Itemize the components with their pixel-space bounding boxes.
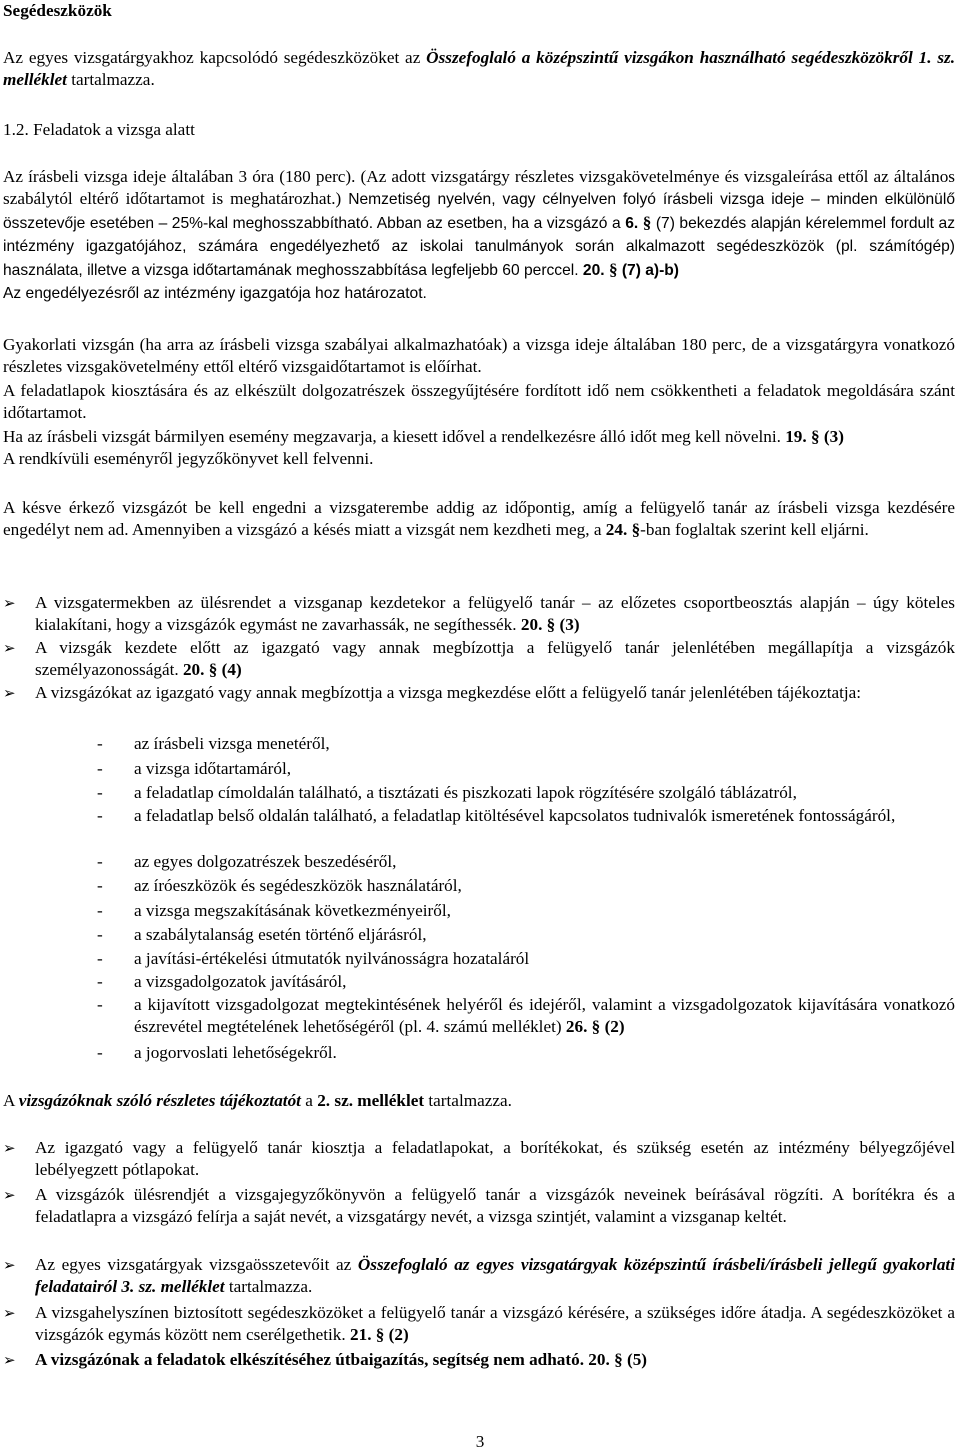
exam-time-paragraph: Az írásbeli vizsga ideje általában 3 óra (180 perc). (Az adott vizsgatárgy részletes vizsgakövetelménye és vizsgaleírása ettől az általános szabálytól eltérő időtartamot is meghatározhat.) Nemzetiség nyelvén, vagy célnyelven folyó írásbeli vizsga ideje – minden elkülönülő összetevője esetében – 25%-kal meghosszabbítható. Abban az esetben, ha a vizsgázó a 6. § (7) bekezdés alapján kérelemmel fordult az intézmény igazgatójához, számára engedélyezhető az iskolai tanulmányok során alkalmazott segédeszközök (pl. számítógép) használata, illetve a vizsga időtartamának meghosszabbítása legfeljebb 60 perccel. 20. § (7) a)-b) Az engedélyezésről az intézmény igazgatója hoz határozatot.: [3, 167, 955, 303]
list-item: - a vizsga időtartamáról,: [97, 759, 292, 778]
list-item: - a vizsgadolgozatok javításáról,: [97, 972, 347, 991]
disturbance-paragraph: Ha az írásbeli vizsgát bármilyen esemény megzavarja, a kiesett idővel a rendelkezésre álló időt meg kell növelni. 19. § (3) A rendkívüli eseményről jegyzőkönyvet kell felvenni.: [3, 427, 844, 469]
subheading: 1.2. Feladatok a vizsga alatt: [3, 120, 195, 139]
arrow-bullet-icon: ➢: [3, 1351, 16, 1369]
bullet-item: ➢ A vizsgák kezdete előtt az igazgató vagy annak megbízottja a felügyelő tanár jelenlétében megállapítja a vizsgázók személyazonosságát. 20. § (4): [3, 638, 955, 680]
list-item: - a vizsga megszakításának következményeiről,: [97, 901, 451, 920]
late-arrival-paragraph: A késve érkező vizsgázót be kell engedni a vizsgaterembe addig az időpontig, amíg a felügyelő tanár az írásbeli vizsga kezdésére engedélyt nem ad. Amennyiben a vizsgázó a késés miatt a vizsgát nem kezdheti meg, a 24. §-ban foglaltak szerint kell eljárni.: [3, 498, 955, 540]
arrow-bullet-icon: ➢: [3, 639, 16, 657]
arrow-bullet-icon: ➢: [3, 1304, 16, 1322]
distribution-paragraph: A feladatlapok kiosztására és az elkészült dolgozatrészek összegyűjtésére fordított idő nem csökkentheti a feladatok megoldására szánt időtartamot.: [3, 381, 955, 423]
bullet-item: ➢ A vizsgatermekben az ülésrendet a vizsganap kezdetekor a felügyelő tanár – az előzetes csoportbeosztás alapján – úgy köteles kialakítani, hogy a vizsgázók egymást ne zavarhassák, ne segíthessék. 20. § (3): [3, 593, 955, 635]
arrow-bullet-icon: ➢: [3, 594, 16, 612]
list-item: - az íróeszközök és segédeszközök használatáról,: [97, 876, 462, 895]
list-item: - a kijavított vizsgadolgozat megtekintésének helyéről és idejéről, valamint a vizsgadolgozatok kijavítására vonatkozó észrevétel megtételének lehetőségéről (pl. 4. számú melléklet) 26. § (2): [97, 995, 955, 1037]
record-sentence: A rendkívüli eseményről jegyzőkönyvet kell felvenni.: [3, 449, 374, 469]
list-item: - a szabálytalanság esetén történő eljárásról,: [97, 925, 427, 944]
appendix-reference: Összefoglaló a középszintű vizsgákon használható segédeszközökről 1. sz. melléklet: [3, 48, 956, 90]
page-number: 3: [475, 1432, 485, 1451]
info-paragraph: A vizsgázóknak szóló részletes tájékoztatót a 2. sz. melléklet tartalmazza.: [3, 1091, 512, 1110]
list-item: - az egyes dolgozatrészek beszedéséről,: [97, 852, 397, 871]
list-item: - az írásbeli vizsga menetéről,: [97, 734, 330, 753]
bullet-item: ➢ Az egyes vizsgatárgyak vizsgaösszetevőit az Összefoglaló az egyes vizsgatárgyak középszintű írásbeli/írásbeli jellegű gyakorlati feladatairól 3. sz. melléklet tartalmazza.: [3, 1255, 955, 1297]
bullet-item: ➢ A vizsgázók ülésrendjét a vizsgajegyzőkönyvön a felügyelő tanár a vizsgázók neveinek beírásával rögzíti. A borítékra és a feladatlapra a vizsgázó felírja a saját nevét, a vizsgatárgy nevét, a vizsga szintjét, valamint a vizsganap keltét.: [3, 1185, 955, 1227]
bullet-item: ➢ A vizsgázókat az igazgató vagy annak megbízottja a vizsga megkezdése előtt a felügyelő tanár jelenlétében tájékoztatja:: [3, 682, 955, 704]
practical-exam-paragraph: Gyakorlati vizsgán (ha arra az írásbeli vizsga szabályai alkalmazhatóak) a vizsga ideje általában 180 perc, de a vizsgatárgyra vonatkozó részletes vizsgakövetelmény ettől eltérő vizsgaidőtartamot is előírhat.: [3, 335, 955, 377]
arrow-bullet-icon: ➢: [3, 684, 16, 702]
list-item: - a javítási-értékelési útmutatók nyilvánosságra hozataláról: [97, 949, 530, 968]
bullet-item: ➢ A vizsgázónak a feladatok elkészítéséhez útbaigazítás, segítség nem adható. 20. § (5): [3, 1349, 955, 1371]
arrow-bullet-icon: ➢: [3, 1186, 16, 1204]
arrow-bullet-icon: ➢: [3, 1139, 16, 1157]
list-item: - a feladatlap belső oldalán található, a feladatlap kitöltésével kapcsolatos tudnivalók ismeretének fontosságáról,: [97, 806, 896, 825]
arrow-bullet-icon: ➢: [3, 1256, 16, 1274]
section-title: Segédeszközök: [3, 1, 112, 20]
bullet-item: ➢ Az igazgató vagy a felügyelő tanár kiosztja a feladatlapokat, a borítékokat, és szükség esetén az intézmény bélyegzőjével lebélyegzett pótlapokat.: [3, 1138, 955, 1180]
list-item: - a feladatlap címoldalán található, a tisztázati és piszkozati lapok rögzítésére szolgáló táblázatról,: [97, 783, 797, 802]
intro-paragraph: Az egyes vizsgatárgyakhoz kapcsolódó segédeszközöket az Összefoglaló a középszintű vizsgákon használható segédeszközökről 1. sz. melléklet tartalmazza.: [3, 48, 956, 90]
list-item: - a jogorvoslati lehetőségekről.: [97, 1043, 337, 1062]
bullet-item: ➢ A vizsgahelyszínen biztosított segédeszközöket a felügyelő tanár a vizsgázó kérésére, a szükséges időre átadja. A segédeszközöket a vizsgázók egymás között nem cserélgethetik. 21. § (2): [3, 1303, 955, 1345]
